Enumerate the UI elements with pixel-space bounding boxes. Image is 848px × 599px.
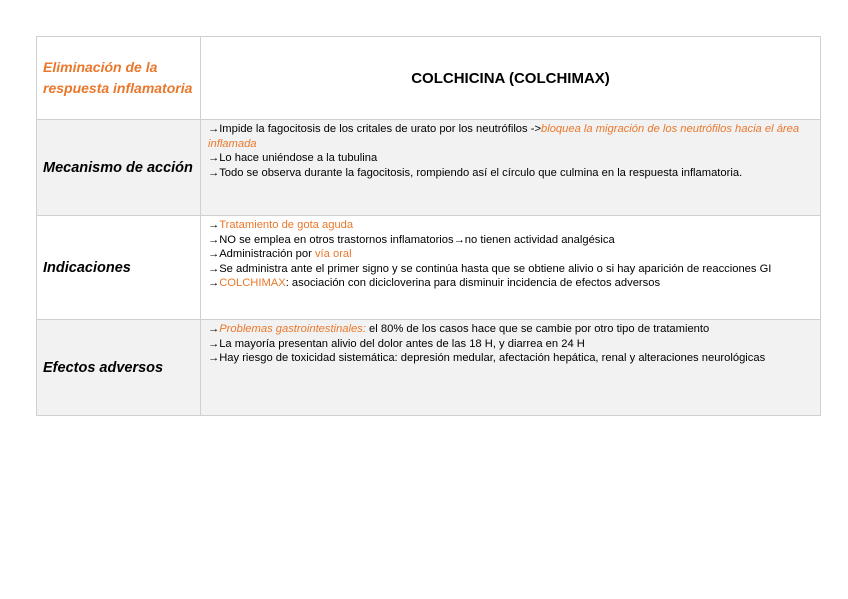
indicaciones-line-1 [208, 218, 813, 233]
efectos-highlight: Problemas gastrointestinales: [219, 323, 366, 335]
indicaciones-text: →Administración por [208, 248, 315, 261]
efectos-label: Efectos adversos [37, 320, 201, 416]
mecanismo-text: →Impide la fagocitosis de los critales de urato por los neutrófilos -> [208, 123, 541, 135]
mecanismo-label: Mecanismo de acción [37, 120, 201, 216]
indicaciones-line-4: →Se administra ante el primer signo y se continúa hasta que se obtiene alivio o si hay aparición de reacciones GI [208, 262, 772, 275]
indicaciones-text: : asociación con dicicloverina para disminuir incidencia de efectos adversos [285, 277, 661, 290]
mecanismo-line-1 [208, 122, 813, 151]
header-row [37, 37, 821, 120]
colchimax-highlight: COLCHIMAX [219, 277, 286, 290]
indicaciones-label: Indicaciones [37, 216, 201, 320]
efectos-line-2: →La mayoría presentan alivio del dolor antes de las 18 H, y diarrea en 24 H [208, 337, 585, 350]
efectos-content [201, 320, 821, 416]
mecanismo-highlight: bloquea la migración de los neutrófilos hacia el área inflamada [208, 123, 800, 150]
mecanismo-line-3: →Todo se observa durante la fagocitosis, rompiendo así el círculo que culmina en la respuesta inflamatoria. [208, 166, 743, 179]
drug-title: COLCHICINA (COLCHIMAX) [201, 37, 821, 120]
mecanismo-content [201, 120, 821, 216]
mecanismo-row [37, 120, 821, 216]
mecanismo-line-2: →Lo hace uniéndose a la tubulina [208, 152, 378, 165]
arrow-icon: → [208, 219, 220, 231]
indicaciones-content [201, 216, 821, 320]
efectos-row [37, 320, 821, 416]
section-heading: Eliminación de la respuesta inflamatoria [37, 37, 201, 120]
indicaciones-row [37, 216, 821, 320]
indicaciones-line-2: →NO se emplea en otros trastornos inflamatorios→no tienen actividad analgésica [208, 233, 615, 246]
efectos-line-3: →Hay riesgo de toxicidad sistemática: depresión medular, afectación hepática, renal y alteraciones neurológicas [208, 352, 766, 365]
efectos-line-1 [208, 322, 813, 337]
arrow-icon: → [208, 323, 220, 335]
efectos-text: el 80% de los casos hace que se cambie por otro tipo de tratamiento [365, 323, 710, 335]
arrow-icon: → [208, 277, 220, 290]
via-oral-highlight: vía oral [314, 248, 352, 261]
drug-table [36, 36, 821, 416]
indicaciones-line-5 [208, 276, 813, 291]
indicaciones-line-3 [208, 247, 813, 262]
indicaciones-highlight: Tratamiento de gota aguda [219, 219, 354, 231]
